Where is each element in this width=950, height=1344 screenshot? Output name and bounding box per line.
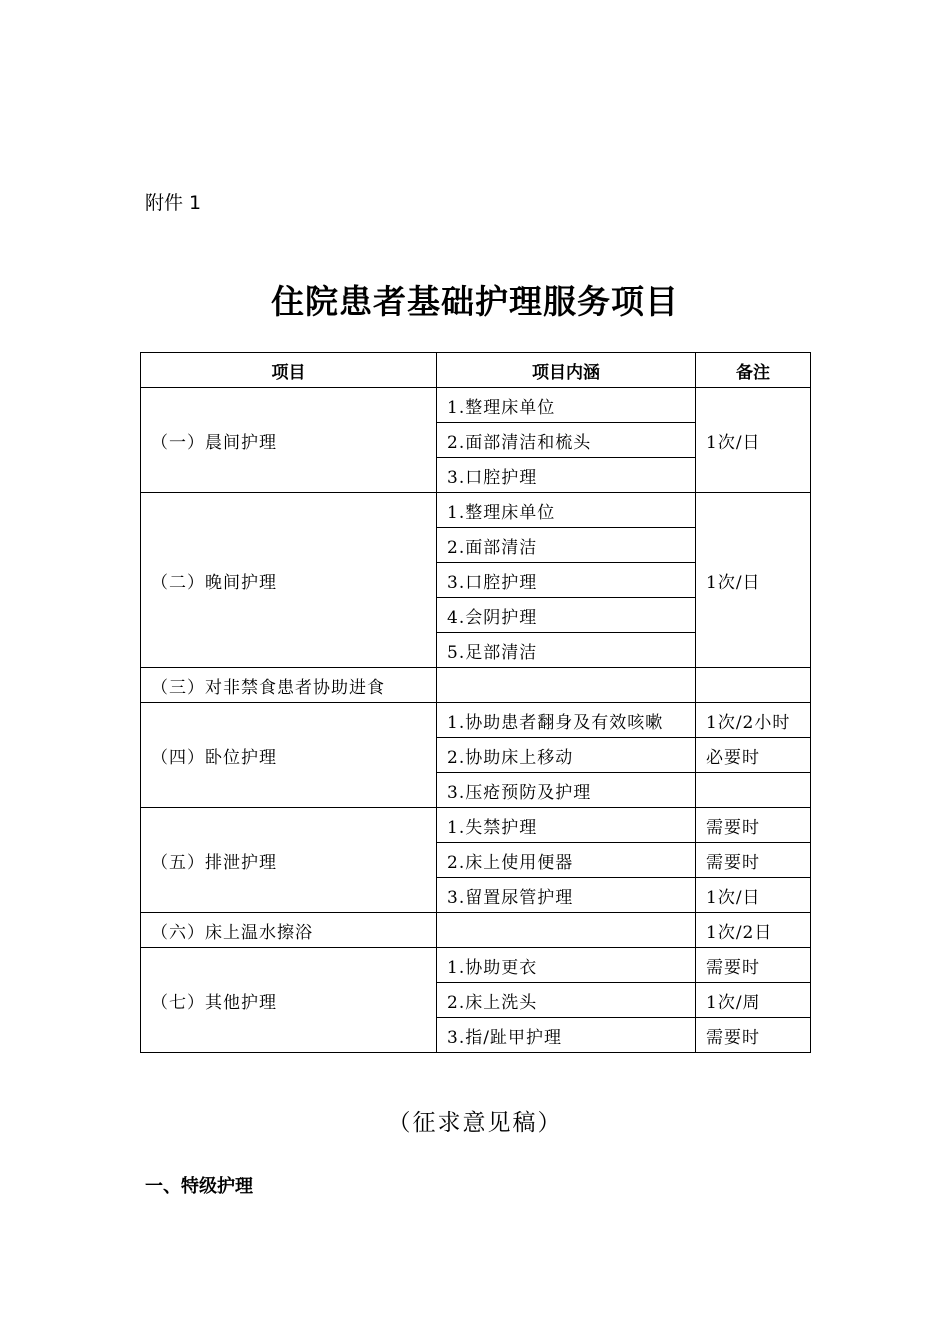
item-content-cell: 5.足部清洁 <box>437 633 696 668</box>
page-title: 住院患者基础护理服务项目 <box>271 282 679 321</box>
care-items-table <box>140 352 811 1053</box>
table-row <box>141 388 811 423</box>
table-row <box>141 913 811 948</box>
frequency-note-cell: 需要时 <box>696 843 811 878</box>
frequency-note-cell: 1次/2小时 <box>696 703 811 738</box>
item-content-cell: 2.协助床上移动 <box>437 738 696 773</box>
item-content-cell: 2.床上洗头 <box>437 983 696 1018</box>
draft-note: （征求意见稿） <box>387 1110 563 1136</box>
frequency-note-cell <box>696 773 811 808</box>
item-content-cell: 4.会阴护理 <box>437 598 696 633</box>
item-content-cell: 3.留置尿管护理 <box>437 878 696 913</box>
item-content-cell: 3.压疮预防及护理 <box>437 773 696 808</box>
item-content-cell: 1.整理床单位 <box>437 493 696 528</box>
table-header-row <box>141 353 811 388</box>
frequency-note-cell: 需要时 <box>696 808 811 843</box>
frequency-note-cell: 需要时 <box>696 948 811 983</box>
section-heading: 一、特级护理 <box>145 1176 253 1197</box>
frequency-note-cell: 1次/2日 <box>696 913 811 948</box>
item-content-cell: 1.协助患者翻身及有效咳嗽 <box>437 703 696 738</box>
header-item: 项目 <box>141 353 437 388</box>
frequency-note-cell: 必要时 <box>696 738 811 773</box>
item-content-cell: 3.口腔护理 <box>437 563 696 598</box>
frequency-note-cell: 需要时 <box>696 1018 811 1053</box>
group-name-cell: （三）对非禁食患者协助进食 <box>141 668 437 703</box>
item-content-cell <box>437 913 696 948</box>
item-content-cell: 3.口腔护理 <box>437 458 696 493</box>
group-name-cell: （四）卧位护理 <box>141 703 437 808</box>
frequency-note-cell <box>696 668 811 703</box>
table-body <box>141 388 811 1053</box>
item-content-cell: 2.面部清洁 <box>437 528 696 563</box>
table-row <box>141 493 811 528</box>
attachment-label: 附件 1 <box>145 192 202 214</box>
group-name-cell: （六）床上温水擦浴 <box>141 913 437 948</box>
group-name-cell: （一）晨间护理 <box>141 388 437 493</box>
item-content-cell: 2.面部清洁和梳头 <box>437 423 696 458</box>
item-content-cell: 1.协助更衣 <box>437 948 696 983</box>
header-content: 项目内涵 <box>437 353 696 388</box>
item-content-cell: 2.床上使用便器 <box>437 843 696 878</box>
table-row <box>141 808 811 843</box>
header-note: 备注 <box>696 353 811 388</box>
frequency-note-cell: 1次/日 <box>696 493 811 668</box>
item-content-cell: 1.整理床单位 <box>437 388 696 423</box>
frequency-note-cell: 1次/日 <box>696 388 811 493</box>
frequency-note-cell: 1次/周 <box>696 983 811 1018</box>
group-name-cell: （五）排泄护理 <box>141 808 437 913</box>
table-row <box>141 668 811 703</box>
item-content-cell <box>437 668 696 703</box>
group-name-cell: （二）晚间护理 <box>141 493 437 668</box>
group-name-cell: （七）其他护理 <box>141 948 437 1053</box>
item-content-cell: 1.失禁护理 <box>437 808 696 843</box>
frequency-note-cell: 1次/日 <box>696 878 811 913</box>
table-row <box>141 948 811 983</box>
table-row <box>141 703 811 738</box>
item-content-cell: 3.指/趾甲护理 <box>437 1018 696 1053</box>
